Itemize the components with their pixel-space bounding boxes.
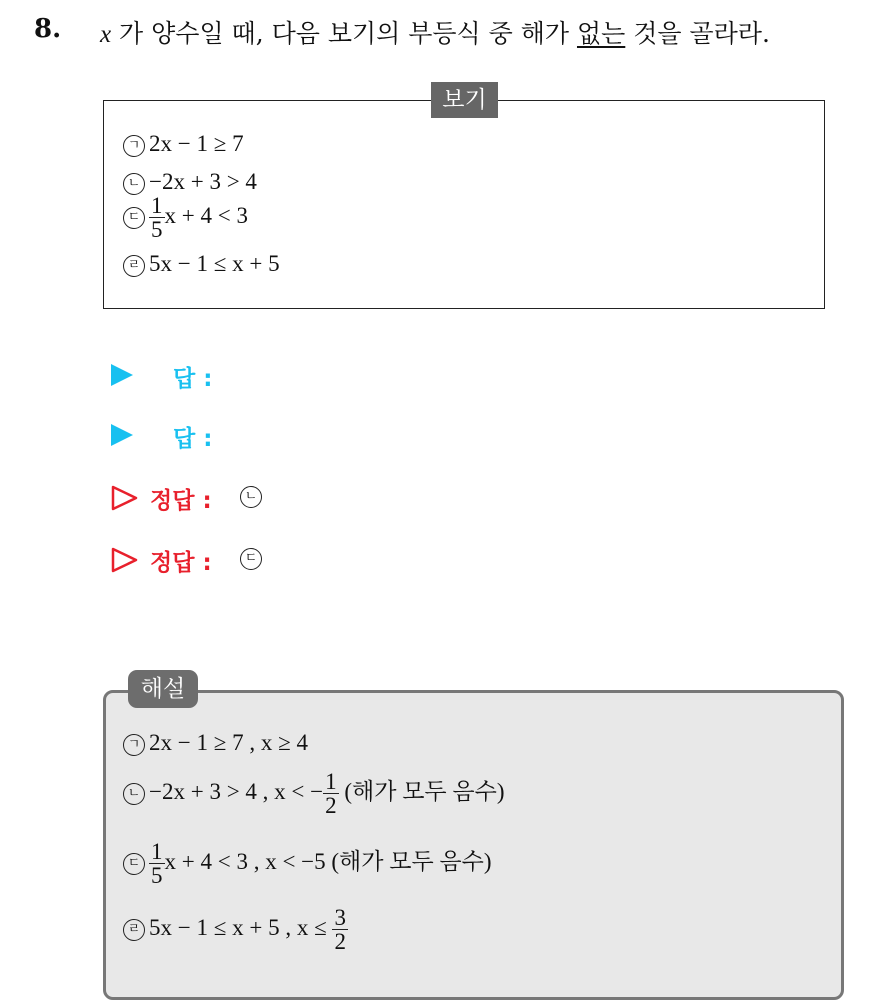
fraction: [332, 906, 348, 953]
fraction-denominator: 5: [151, 217, 163, 242]
correct-answer-label-1: 정답 :: [150, 488, 212, 514]
correct-answer-2: [240, 548, 266, 570]
circled-digeut-icon: ㄷ: [240, 548, 262, 570]
outline-triangle-icon: [111, 546, 139, 574]
fraction: [323, 770, 339, 817]
fraction-denominator: 2: [334, 929, 346, 954]
solution-line-1: [123, 730, 308, 756]
solution-line-2-note: (해가 모두 음수): [338, 778, 505, 804]
circled-digeut-icon: ㄷ: [123, 207, 145, 229]
fraction-denominator: 2: [325, 793, 337, 818]
fraction-numerator: 1: [151, 193, 163, 218]
circled-giyeok-icon: ㄱ: [123, 734, 145, 756]
circled-nieun-icon: ㄴ: [123, 783, 145, 805]
solution-line-4: [123, 906, 348, 953]
question-underlined-word: 없는: [576, 19, 626, 48]
bogi-item-1: [123, 131, 244, 157]
circled-nieun-icon: ㄴ: [123, 173, 145, 195]
solution-line-1-text: 2x − 1 ≥ 7 , x ≥ 4: [149, 730, 308, 755]
question-text: [100, 14, 770, 50]
bogi-item-2-expr: −2x + 3 > 4: [149, 169, 257, 194]
fraction-numerator: 3: [334, 905, 346, 930]
question-text-part2: 것을 골라라.: [625, 19, 770, 48]
bogi-item-3-expr: x + 4 < 3: [164, 202, 248, 228]
solution-line-3-text: x + 4 < 3 , x < −5 (해가 모두 음수): [164, 848, 492, 874]
bogi-item-2: [123, 169, 257, 195]
correct-answer-label-2: 정답 :: [150, 550, 212, 576]
question-number: 8.: [34, 14, 62, 44]
solution-line-3: [123, 840, 492, 887]
solid-triangle-icon: [111, 364, 133, 386]
bogi-label: 보기: [431, 82, 498, 118]
fraction-denominator: 5: [151, 863, 163, 888]
answer-label-1: 답 :: [173, 366, 213, 392]
bogi-item-4-expr: 5x − 1 ≤ x + 5: [149, 251, 280, 276]
solution-line-2: [123, 770, 505, 817]
fraction-numerator: 1: [325, 769, 337, 794]
correct-answer-1: [240, 486, 266, 508]
question-text-part1: 가 양수일 때, 다음 보기의 부등식 중 해가: [111, 19, 577, 48]
circled-digeut-icon: ㄷ: [123, 853, 145, 875]
fraction-numerator: 1: [151, 839, 163, 864]
solution-label: 해설: [128, 670, 198, 708]
bogi-item-1-expr: 2x − 1 ≥ 7: [149, 131, 244, 156]
circled-rieul-icon: ㄹ: [123, 255, 145, 277]
solid-triangle-icon: [111, 424, 133, 446]
bogi-item-4: [123, 251, 280, 277]
solution-line-4-text: 5x − 1 ≤ x + 5 , x ≤: [149, 914, 333, 940]
fraction: [149, 194, 165, 241]
circled-giyeok-icon: ㄱ: [123, 135, 145, 157]
circled-nieun-icon: ㄴ: [240, 486, 262, 508]
bogi-item-3: [123, 194, 248, 241]
circled-rieul-icon: ㄹ: [123, 919, 145, 941]
outline-triangle-icon: [111, 484, 139, 512]
question-variable: x: [100, 21, 112, 48]
answer-label-2: 답 :: [173, 426, 213, 452]
fraction: [149, 840, 165, 887]
solution-line-2-text: −2x + 3 > 4 , x < −: [149, 778, 324, 804]
